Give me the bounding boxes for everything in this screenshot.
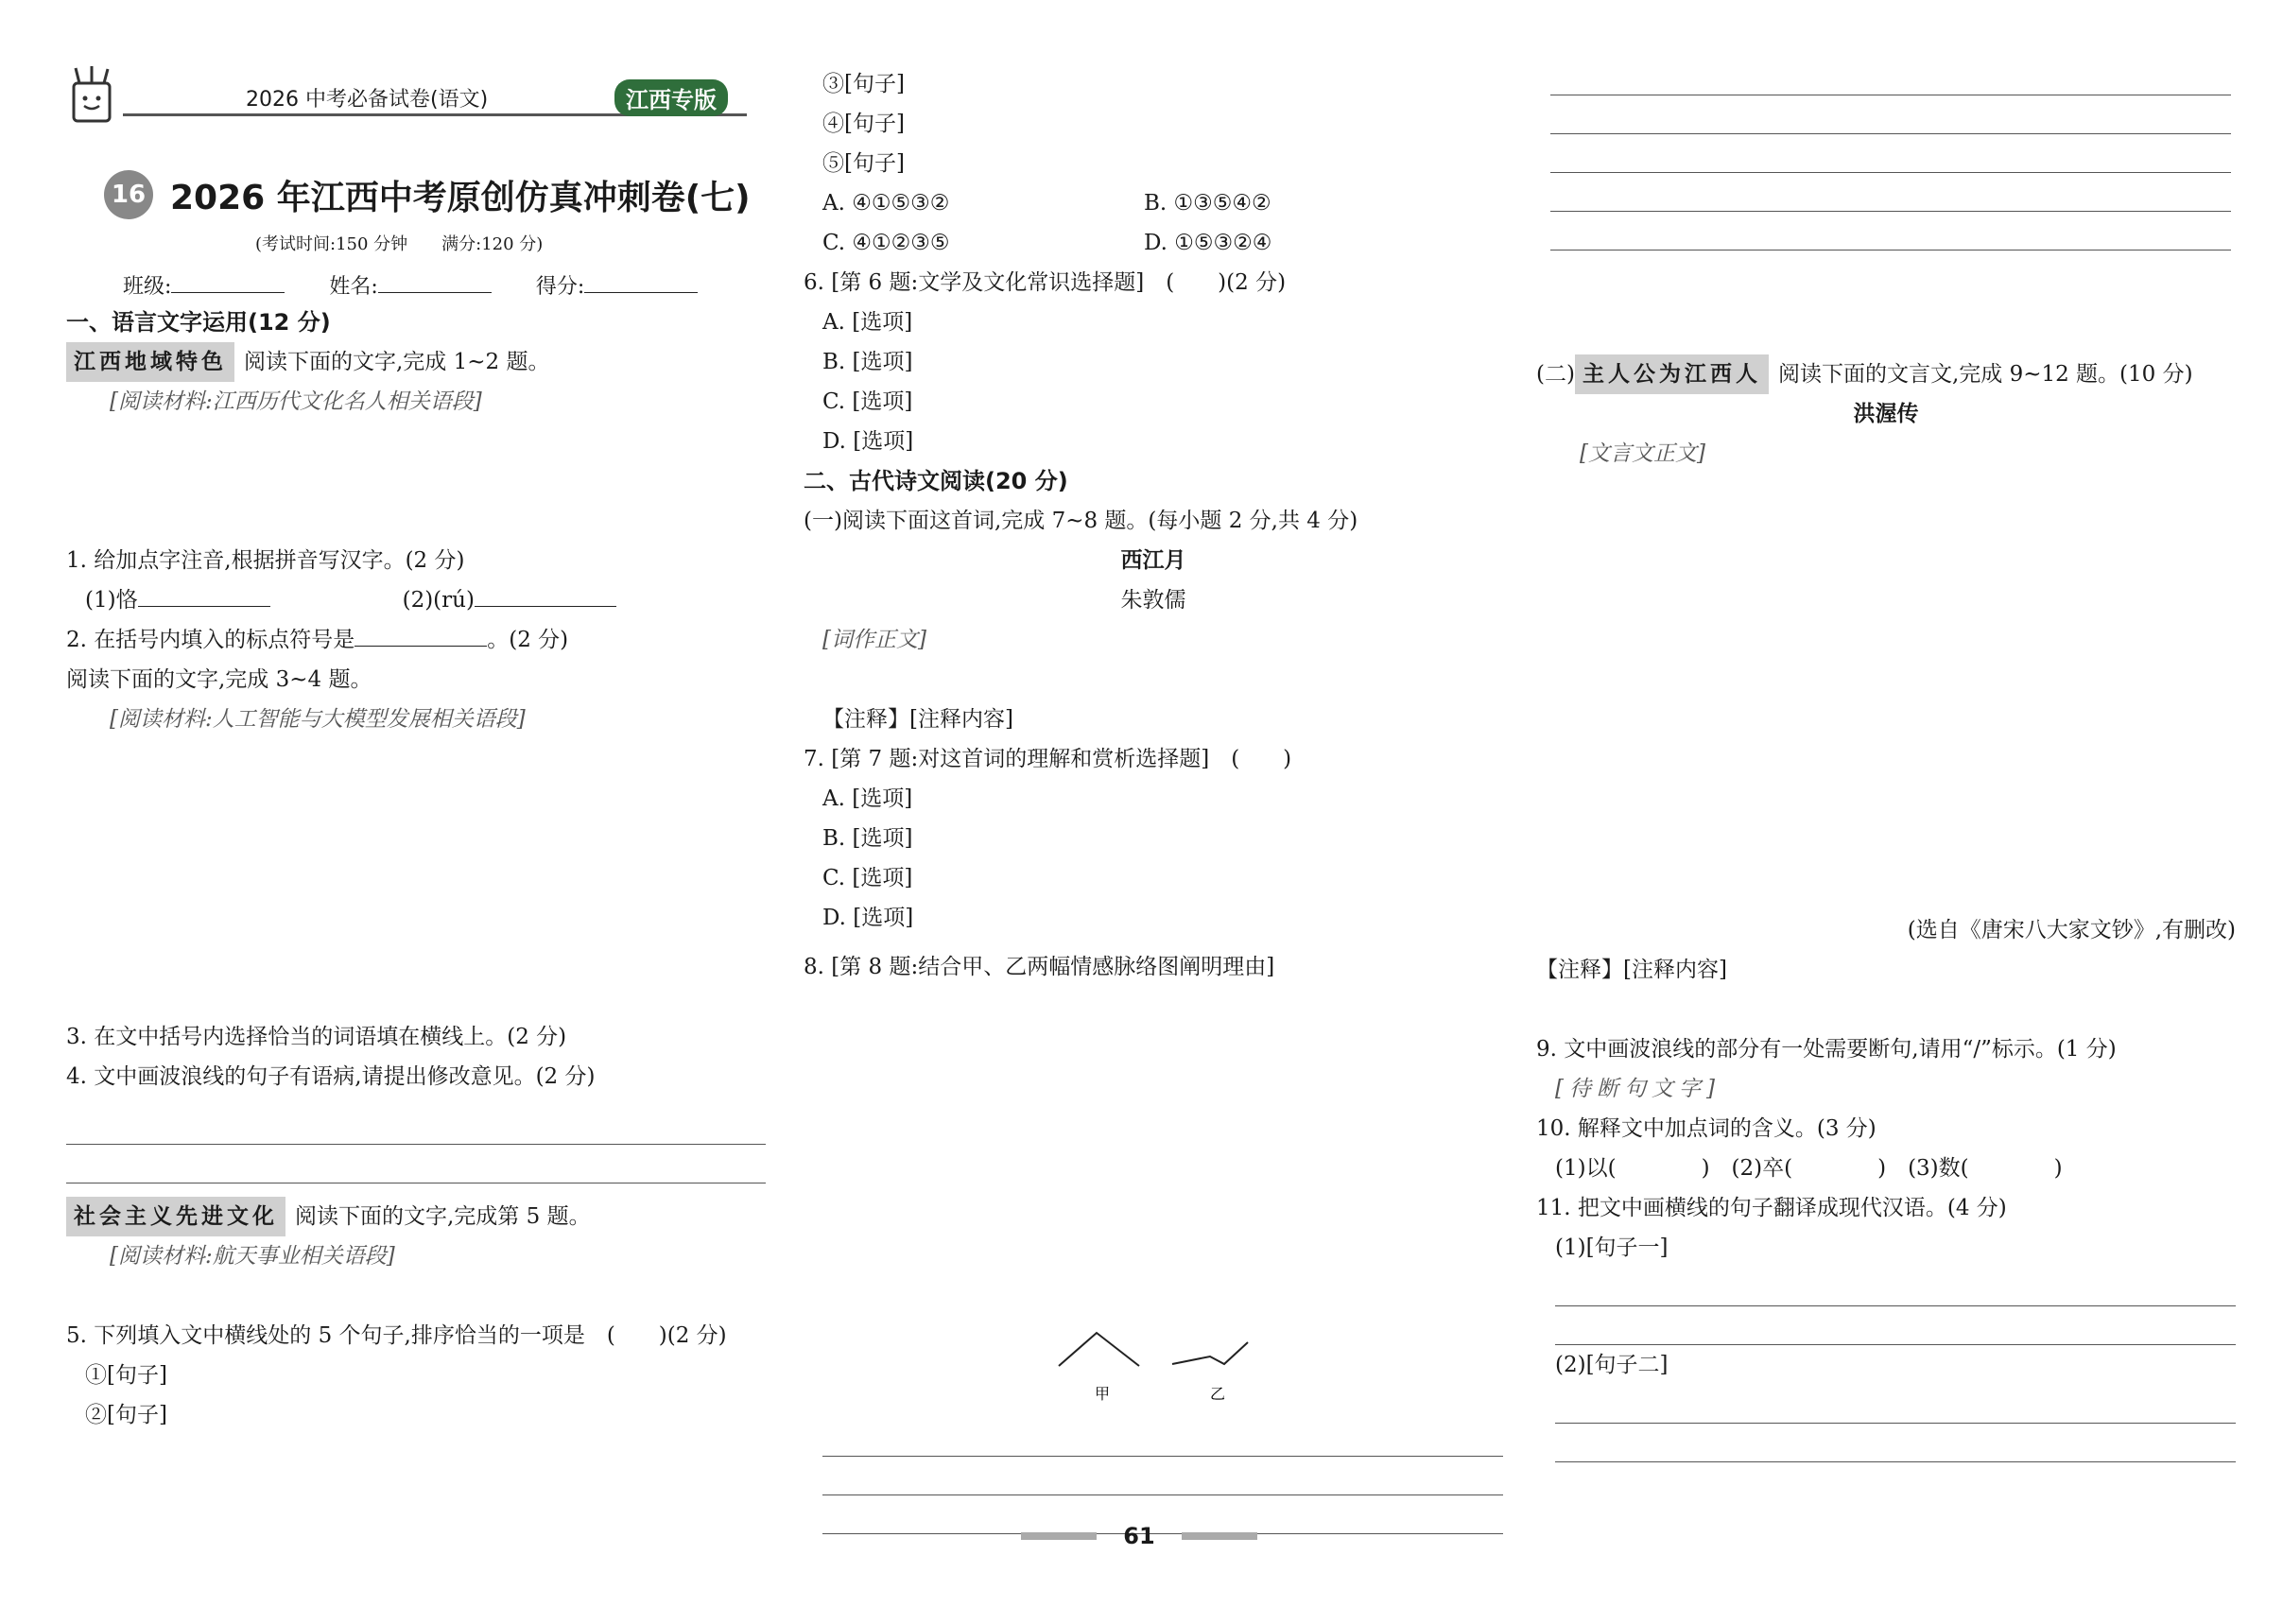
instruction: 阅读下面的文字,完成第 5 题。 xyxy=(295,1204,591,1229)
score-label: 得分: xyxy=(535,275,585,299)
question-1: 1. 给加点字注音,根据拼音写汉字。(2 分) xyxy=(66,548,465,573)
option-c[interactable]: C. ④①②③⑤ xyxy=(822,231,950,255)
option-d[interactable]: D. ①⑤③②④ xyxy=(1144,231,1272,255)
q7-option[interactable]: A. [选项] xyxy=(822,786,913,811)
question-9: 9. 文中画波浪线的部分有一处需要断句,请用“/”标示。(1 分) xyxy=(1536,1037,2117,1062)
answer-line[interactable] xyxy=(1550,95,2231,134)
topic-tag: 社会主义先进文化 xyxy=(66,1197,285,1236)
poem-title: 西江月 xyxy=(1120,547,1186,573)
question-10: 10. 解释文中加点词的含义。(3 分) xyxy=(1536,1116,1877,1141)
q8-answer-area-continued xyxy=(1550,57,2231,251)
paper-title-row xyxy=(104,170,751,219)
question-3: 3. 在文中括号内选择恰当的词语填在横线上。(2 分) xyxy=(66,1025,567,1049)
q6-option[interactable]: A. [选项] xyxy=(822,310,913,335)
student-info-line xyxy=(123,270,735,300)
question-7: 7. [第 7 题:对这首词的理解和赏析选择题] ( ) xyxy=(804,747,1292,771)
poem-text: [词作正文] xyxy=(822,628,926,652)
region-badge: 江西专版 xyxy=(614,79,728,116)
poem-author: 朱敦儒 xyxy=(1120,588,1186,613)
q5-item: ⑤[句子] xyxy=(822,151,905,176)
subsection-prefix: (二) xyxy=(1536,362,1575,387)
source-note: (选自《唐宋八大家文钞》,有删改) xyxy=(1907,918,2236,942)
instruction: 阅读下面的文字,完成 1~2 题。 xyxy=(244,350,550,374)
instruction: (一)阅读下面这首词,完成 7~8 题。(每小题 2 分,共 4 分) xyxy=(804,509,1358,533)
instruction: 阅读下面的文言文,完成 9~12 题。(10 分) xyxy=(1777,362,2193,387)
answer-line[interactable] xyxy=(66,1106,766,1145)
class-field[interactable] xyxy=(171,292,285,293)
exam-meta: (考试时间:150 分钟 满分:120 分) xyxy=(255,234,544,254)
q11-sub1: (1)[句子一] xyxy=(1555,1235,1669,1260)
column-2 xyxy=(804,64,1503,987)
pencil-cup-icon xyxy=(66,66,118,123)
q1-sub1-label: (1)恪 xyxy=(85,588,138,613)
answer-line[interactable] xyxy=(1550,212,2231,251)
answer-line[interactable] xyxy=(1550,173,2231,212)
curve-yi xyxy=(1172,1342,1248,1364)
section-2-heading: 二、古代诗文阅读(20 分) xyxy=(804,468,1068,494)
q6-option[interactable]: B. [选项] xyxy=(822,350,913,374)
answer-line[interactable] xyxy=(1555,1268,2236,1306)
q1-sub2-field[interactable] xyxy=(475,606,616,607)
q7-option[interactable]: D. [选项] xyxy=(822,906,914,930)
q5-item: ②[句子] xyxy=(85,1403,167,1427)
paper-number-badge: 16 xyxy=(104,170,153,219)
topic-tag: 江西地域特色 xyxy=(66,342,234,382)
column-3 xyxy=(1536,354,2236,1462)
emotion-curve-figure xyxy=(1049,1328,1276,1432)
series-title: 2026 中考必备试卷(语文) xyxy=(246,88,489,112)
q5-options xyxy=(804,223,1503,263)
instruction: 阅读下面的文字,完成 3~4 题。 xyxy=(66,667,372,692)
answer-line[interactable] xyxy=(822,1457,1503,1495)
q1-sub2-label: (2)(rú) xyxy=(402,588,475,613)
question-8: 8. [第 8 题:结合甲、乙两幅情感脉络图阐明理由] xyxy=(804,955,1275,979)
answer-line[interactable] xyxy=(1555,1385,2236,1424)
q6-option[interactable]: C. [选项] xyxy=(822,389,913,414)
topic-tag: 主人公为江西人 xyxy=(1575,354,1769,394)
answer-line[interactable] xyxy=(822,1418,1503,1457)
paper-title: 2026 年江西中考原创仿真冲刺卷(七) xyxy=(170,178,751,217)
q10-answers: (1)以( ) (2)卒( ) (3)数( ) xyxy=(1555,1156,2063,1181)
question-11: 11. 把文中画横线的句子翻译成现代汉语。(4 分) xyxy=(1536,1196,2007,1220)
q5-options xyxy=(804,183,1503,223)
figure-label-jia: 甲 xyxy=(1095,1385,1111,1403)
score-field[interactable] xyxy=(584,292,698,293)
answer-line[interactable] xyxy=(66,1145,766,1183)
column-1 xyxy=(66,302,766,1435)
poem-note: 【注释】[注释内容] xyxy=(822,707,1013,732)
q11-sub2: (2)[句子二] xyxy=(1555,1353,1669,1377)
question-1-answers xyxy=(66,580,766,620)
reading-passage: [阅读材料:人工智能与大模型发展相关语段] xyxy=(110,707,526,732)
q2-field[interactable] xyxy=(355,646,487,647)
passage-note: 【注释】[注释内容] xyxy=(1536,958,1727,982)
curve-jia xyxy=(1059,1333,1139,1366)
q7-option[interactable]: C. [选项] xyxy=(822,866,913,890)
name-field[interactable] xyxy=(378,292,492,293)
q6-option[interactable]: D. [选项] xyxy=(822,429,914,454)
text-title: 洪渥传 xyxy=(1853,401,1919,426)
question-6: 6. [第 6 题:文学及文化常识选择题] ( )(2 分) xyxy=(804,270,1287,295)
question-5: 5. 下列填入文中横线处的 5 个句子,排序恰当的一项是 ( )(2 分) xyxy=(66,1323,727,1348)
page-header xyxy=(66,66,747,132)
q5-item: ①[句子] xyxy=(85,1363,167,1388)
q5-item: ④[句子] xyxy=(822,112,905,136)
class-label: 班级: xyxy=(123,275,172,299)
answer-line[interactable] xyxy=(1550,134,2231,173)
figure-label-yi: 乙 xyxy=(1210,1385,1226,1403)
question-2: 2. 在括号内填入的标点符号是 。(2 分) xyxy=(66,628,569,652)
answer-line[interactable] xyxy=(1555,1424,2236,1462)
question-4: 4. 文中画波浪线的句子有语病,请提出修改意见。(2 分) xyxy=(66,1064,596,1089)
answer-line[interactable] xyxy=(1550,57,2231,95)
reading-passage: [阅读材料:江西历代文化名人相关语段] xyxy=(110,389,482,414)
reading-passage: [阅读材料:航天事业相关语段] xyxy=(110,1244,395,1269)
q7-option[interactable]: B. [选项] xyxy=(822,826,913,851)
q9-text: [待断句文字] xyxy=(1555,1077,1721,1101)
name-label: 姓名: xyxy=(329,275,378,299)
q1-sub1-field[interactable] xyxy=(138,606,270,607)
option-b[interactable]: B. ①③⑤④② xyxy=(1144,191,1271,216)
section-1-heading: 一、语言文字运用(12 分) xyxy=(66,309,331,336)
q5-item: ③[句子] xyxy=(822,72,905,96)
classical-passage: [文言文正文] xyxy=(1580,441,1705,466)
answer-line[interactable] xyxy=(1555,1306,2236,1345)
page-number: 61 xyxy=(1097,1517,1182,1555)
option-a[interactable]: A. ④①⑤③② xyxy=(822,191,950,216)
